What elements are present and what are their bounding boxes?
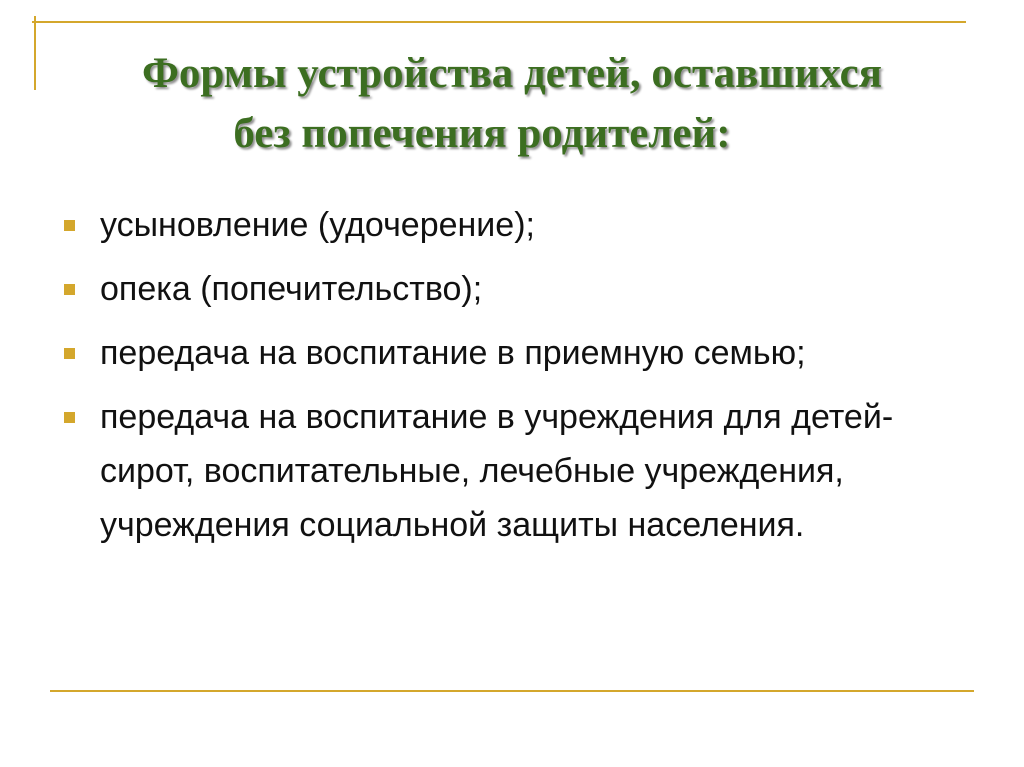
bottom-divider-line <box>50 690 974 692</box>
bullet-list <box>64 198 984 562</box>
square-bullet-icon <box>64 284 75 295</box>
slide-title-line-2: без попечения родителей: <box>233 110 731 157</box>
bullet-text: усыновление (удочерение); <box>100 206 535 244</box>
list-item <box>64 262 984 316</box>
list-item <box>64 198 984 252</box>
list-item <box>64 390 984 552</box>
bullet-text: опека (попечительство); <box>100 270 483 308</box>
bullet-text: передача на воспитание в приемную семью; <box>100 334 806 372</box>
slide-title-line-1: Формы устройства детей, оставшихся <box>141 50 883 97</box>
square-bullet-icon <box>64 348 75 359</box>
square-bullet-icon <box>64 412 75 423</box>
slide-title <box>0 44 1024 164</box>
bullet-text: передача на воспитание в учреждения для детей-сирот, воспитательные, лечебные учреждения, учреждения социальной защиты населения. <box>100 398 894 544</box>
top-divider-line <box>32 21 966 23</box>
square-bullet-icon <box>64 220 75 231</box>
list-item <box>64 326 984 380</box>
